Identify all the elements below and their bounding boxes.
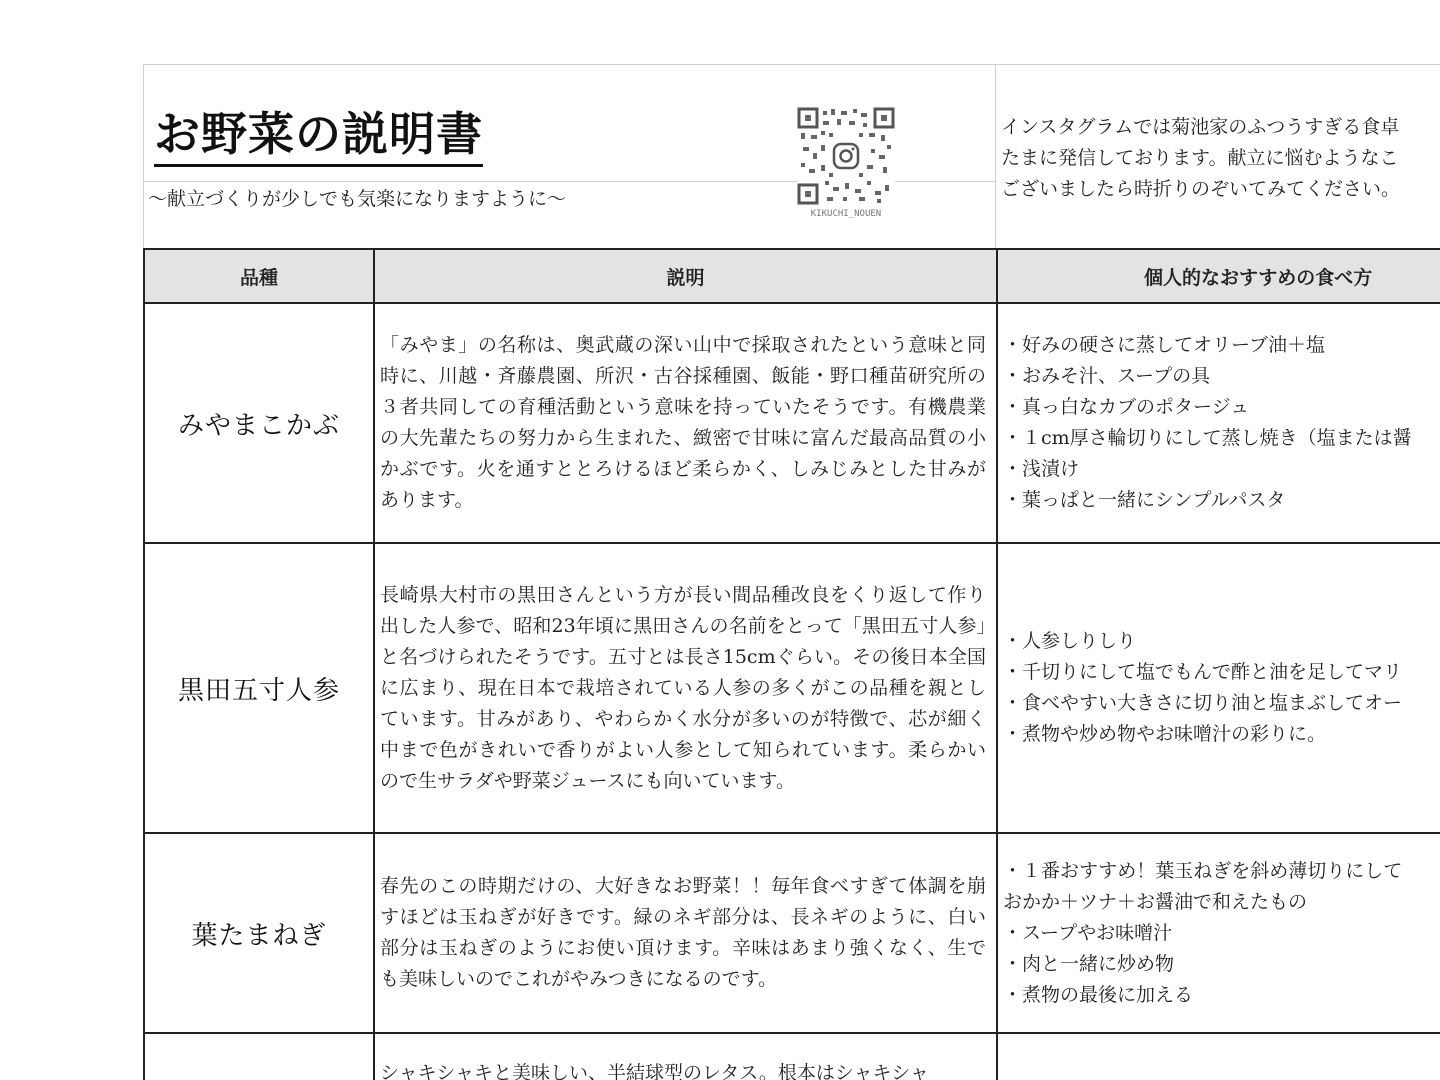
description-text: 長崎県大村市の黒田さんという方が長い間品種改良をくり返して作り出した人参で、昭和23年頃に黒田さんの名前をとって「黒田五寸人参」と名づけられたそうです。五寸とは長さ15cmぐらい。その後日本全国に広まり、現在日本で栽培されている人参の多くがこの品種を親としています。甘みがあり、やわらかく水分が多いのが特徴で、芯が細く中まで色がきれいで香りがよい人参として知られています。柔らかいので生サラダや野菜ジュースにも向いています。 — [380, 583, 986, 792]
list-item: ・葉っぱと一緒にシンプルパスタ — [1003, 489, 1286, 511]
recommendation-list — [997, 1033, 1440, 1080]
list-item: ・肉と一緒に炒め物 — [1003, 952, 1175, 975]
list-item: ・１cm厚さ輪切りにして蒸し焼き（塩または醤 — [1003, 427, 1412, 449]
instagram-note — [1001, 112, 1440, 205]
recommendation-list — [997, 303, 1440, 543]
list-item: ・１番おすすめ！葉玉ねぎを斜め薄切りにして — [1003, 859, 1403, 882]
list-item: ・食べやすい大きさに切り油と塩まぶしてオー — [1003, 692, 1403, 714]
instagram-note-line: インスタグラムでは菊池家のふつうすぎる食卓 — [1001, 116, 1400, 138]
list-item: ・煮物の最後に加える — [1003, 983, 1194, 1006]
instagram-note-line: たまに発信しております。献立に悩むようなこ — [1001, 147, 1399, 169]
variety-description — [374, 303, 997, 543]
list-item: ・人参しりしり — [1003, 630, 1137, 652]
header-column-divider — [995, 64, 996, 249]
column-header-description: 説明 — [374, 249, 997, 303]
instagram-qr-code-icon — [797, 107, 895, 205]
column-header-variety: 品種 — [144, 249, 374, 303]
table-row — [144, 303, 1440, 543]
list-item: ・おみそ汁、スープの具 — [1003, 365, 1211, 387]
recommendation-list — [997, 543, 1440, 833]
list-item: ・真っ白なカブのポタージュ — [1003, 396, 1250, 418]
table-header-row — [144, 249, 1440, 303]
document-subtitle: 〜献立づくりが少しでも気楽になりますように〜 — [148, 188, 567, 210]
list-item: おかか＋ツナ＋お醤油で和えたもの — [1003, 890, 1308, 913]
column-header-recommendation: 個人的なおすすめの食べ方 — [997, 249, 1440, 303]
list-item: ・浅漬け — [1003, 458, 1080, 480]
description-text: 「みやま」の名称は、奥武蔵の深い山中で採取されたという意味と同時に、川越・斉藤農園、所沢・古谷採種園、飯能・野口種苗研究所の３者共同しての育種活動という意味を持っていたそうです。有機農業の大先輩たちの努力から生まれた、緻密で甘味に富んだ最高品質の小かぶです。火を通すととろけるほど柔らかく、しみじみとした甘みがあります。 — [380, 334, 986, 511]
variety-description — [374, 1033, 997, 1080]
variety-name — [144, 1033, 374, 1080]
list-item: ・煮物や炒め物やお味噌汁の彩りに。 — [1003, 723, 1327, 745]
variety-description — [374, 543, 997, 833]
variety-name: 葉たまねぎ — [144, 833, 374, 1033]
description-text: 春先のこの時期だけの、大好きなお野菜！！毎年食べすぎて体調を崩すほどは玉ねぎが好きです。緑のネギ部分は、長ネギのように、白い部分は玉ねぎのようにお使い頂けます。辛味はあまり強くなく、生でも美味しいのでこれがやみつきになるのです。 — [380, 875, 986, 990]
list-item: ・スープやお味噌汁 — [1003, 921, 1173, 944]
variety-name: みやまこかぶ — [144, 303, 374, 543]
description-text: シャキシャキと美味しい、半結球型のレタス。根本はシャキシャ — [380, 1062, 929, 1080]
instagram-note-line: ございましたら時折りのぞいてみてください。 — [1001, 178, 1401, 200]
list-item: ・好みの硬さに蒸してオリーブ油＋塩 — [1003, 334, 1326, 356]
qr-code-label: KIKUCHI_NOUEN — [810, 209, 882, 219]
recommendation-list — [997, 833, 1440, 1033]
table-row — [144, 543, 1440, 833]
document-title: お野菜の説明書 — [154, 104, 483, 167]
table-row — [144, 1033, 1440, 1080]
variety-description — [374, 833, 997, 1033]
table-row — [144, 833, 1440, 1033]
vegetable-table — [143, 248, 1440, 1080]
list-item: ・千切りにして塩でもんで酢と油を足してマリ — [1003, 661, 1403, 683]
variety-name: 黒田五寸人参 — [144, 543, 374, 833]
